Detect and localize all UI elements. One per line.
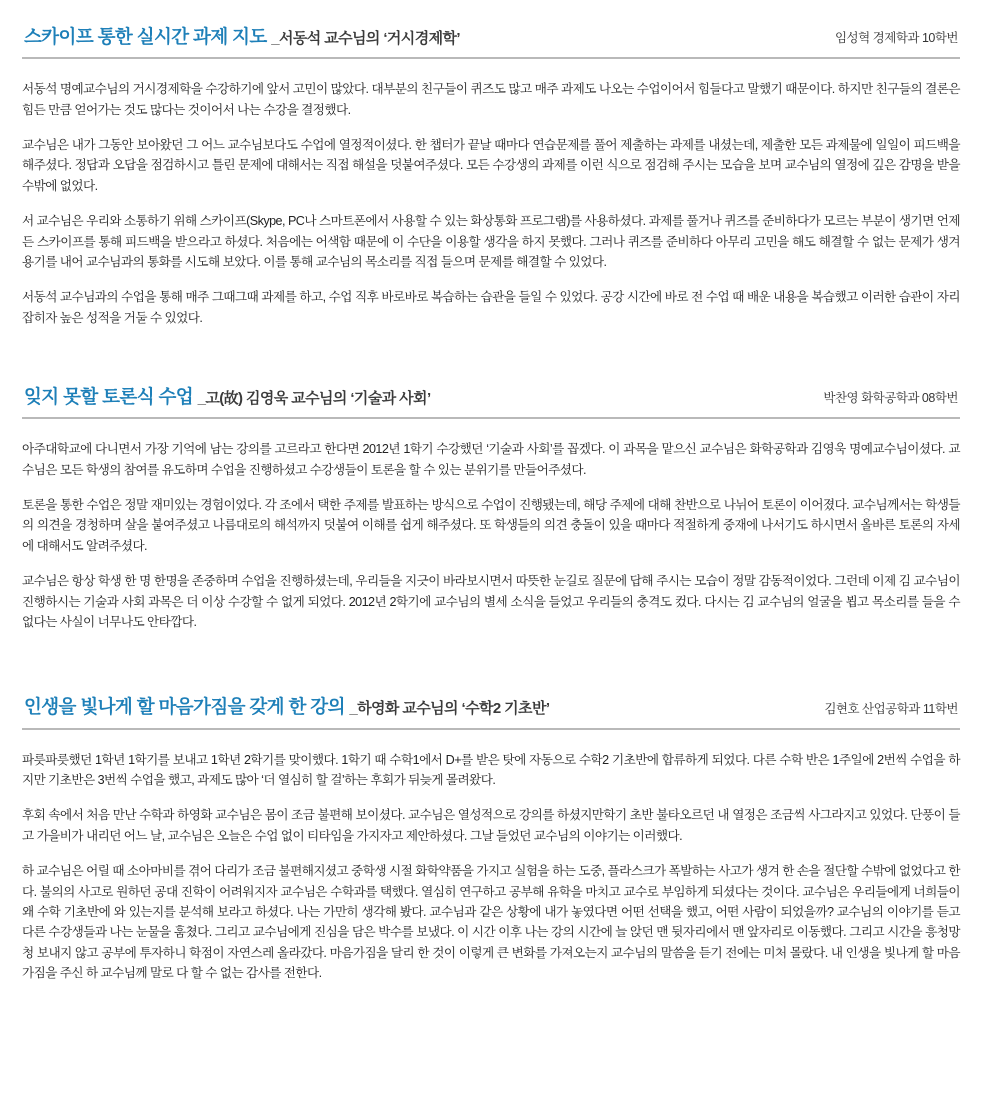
article-2-paragraph: 토론을 통한 수업은 정말 재미있는 경험이었다. 각 조에서 택한 주제를 발표하는 방식으로 수업이 진행됐는데, 해당 주제에 대해 찬반으로 나뉘어 토론이 이어졌다. 교수님께서는 학생들의 의견을 경청하며 살을 붙여주셨고 나름대로의 해석까지 덧붙여 이해를 쉽게 해주셨다. 또 학생들의 의견 충돌이 있을 때마다 적절하게 중재에 나서기도 하시면서 올바른 토론의 자세에 대해서도 알려주셨다. xyxy=(22,498,960,553)
article-3-headline-sub: _하영화 교수님의 ‘수학2 기초반’ xyxy=(349,700,550,718)
article-3-headline-main: 인생을 빛나게 할 마음가짐을 갖게 한 강의 xyxy=(24,696,345,718)
article-3-byline: 김현호 산업공학과 11학번 xyxy=(824,701,958,716)
article-3-headline xyxy=(24,696,549,718)
article-1-paragraph: 서동석 교수님과의 수업을 통해 매주 그때그때 과제를 하고, 수업 직후 바로바로 복습하는 습관을 들일 수 있었다. 공강 시간에 바로 전 수업 때 배운 내용을 복습했고 이러한 습관이 자리 잡히자 높은 성적을 거둘 수 있었다. xyxy=(22,290,960,325)
article-1-body xyxy=(22,79,960,328)
article-3-paragraph: 파릇파릇했던 1학년 1학기를 보내고 1학년 2학기를 맞이했다. 1학기 때 수학1에서 D+를 받은 탓에 자동으로 수학2 기초반에 합류하게 되었다. 다른 수학 반은 1주일에 2번씩 수업을 하지만 기초반은 3번씩 수업을 했고, 과제도 많아 ‘더 열심히 할 걸’하는 후회가 뒤늦게 몰려왔다. xyxy=(22,752,960,787)
article-2-paragraph: 교수님은 항상 학생 한 명 한명을 존중하며 수업을 진행하셨는데, 우리들을 지긋이 바라보시면서 따뜻한 눈길로 질문에 답해 주시는 모습이 정말 감동적이었다. 그런데 이제 김 교수님이 진행하시는 기술과 사회 과목은 더 이상 수강할 수 없게 되었다. 2012년 2학기에 교수님의 별세 소식을 들었고 우리들의 충격도 컸다. 다시는 김 교수님의 얼굴을 뵙고 목소리를 들을 수 없다는 사실이 너무나도 안타깝다. xyxy=(22,574,960,630)
article-1-headline xyxy=(24,26,460,48)
article-1-byline: 임성혁 경제학과 10학번 xyxy=(834,31,958,46)
article-2 xyxy=(22,382,960,632)
article-2-byline: 박찬영 화학공학과 08학번 xyxy=(823,391,958,406)
article-2-body xyxy=(22,439,960,632)
article-3-paragraph: 후회 속에서 처음 만난 수학과 하영화 교수님은 몸이 조금 불편해 보이셨다. 교수님은 열성적으로 강의를 하셨지만학기 초반 불타오르던 내 열정은 조금씩 사그라지고 있었다. 단풍이 들고 가을비가 내리던 어느 날, 교수님은 오늘은 수업 없이 티타임을 가지자고 제안하셨다. 그날 들었던 교수님의 이야기는 이러했다. xyxy=(22,808,960,843)
article-3 xyxy=(22,692,960,983)
article-1-paragraph: 교수님은 내가 그동안 보아왔던 그 어느 교수님보다도 수업에 열정적이셨다. 한 챕터가 끝날 때마다 연습문제를 풀어 제출하는 과제를 내셨는데, 제출한 모든 과제물에 일일이 피드백을 해주셨다. 정답과 오답을 점검하시고 틀린 문제에 대해서는 직접 해설을 덧붙여주셨다. 모든 수강생의 과제를 이런 식으로 점검해 주시는 모습을 보며 교수님의 열정에 깊은 감명을 받을 수밖에 없었다. xyxy=(22,137,960,193)
article-2-paragraph: 아주대학교에 다니면서 가장 기억에 남는 강의를 고르라고 한다면 2012년 1학기 수강했던 ‘기술과 사회’를 꼽겠다. 이 과목을 맡으신 교수님은 화학공학과 김영욱 명예교수님이셨다. 교수님은 모든 학생의 참여를 유도하며 수업을 진행하셨고 수강생들이 토론을 할 수 있는 분위기를 만들어주셨다. xyxy=(22,442,960,477)
article-1-headline-sub: _서동석 교수님의 ‘거시경제학’ xyxy=(271,30,460,47)
article-1-paragraph: 서동석 명예교수님의 거시경제학을 수강하기에 앞서 고민이 많았다. 대부분의 친구들이 퀴즈도 많고 매주 과제도 나오는 수업이어서 힘들다고 말했기 때문이다. 하지만 친구들의 결론은 힘든 만큼 얻어가는 것도 많다는 것이어서 나는 수강을 결정했다. xyxy=(22,82,960,117)
article-1-header xyxy=(22,22,960,59)
article-2-headline-sub: _고(故) 김영욱 교수님의 ‘기술과 사회’ xyxy=(197,390,431,408)
article-1 xyxy=(22,22,960,328)
article-3-body xyxy=(22,750,960,984)
article-2-headline xyxy=(24,386,431,408)
article-1-paragraph: 서 교수님은 우리와 소통하기 위해 스카이프(Skype, PC나 스마트폰에서 사용할 수 있는 화상통화 프로그램)를 사용하셨다. 과제를 풀거나 퀴즈를 준비하다가 모르는 부분이 생기면 언제든 스카이프를 통해 피드백을 받으라고 하셨다. 처음에는 어색함 때문에 이 수단을 이용할 생각을 하지 못했다. 그러나 퀴즈를 준비하다 아무리 고민을 해도 해결할 수 없는 문제가 생겨 용기를 내어 교수님과의 통화를 시도해 보았다. 이를 통해 교수님의 목소리를 직접 들으며 문제를 해결할 수 있었다. xyxy=(22,214,960,269)
article-3-paragraph: 하 교수님은 어릴 때 소아마비를 겪어 다리가 조금 불편해지셨고 중학생 시절 화학약품을 가지고 실험을 하는 도중, 플라스크가 폭발하는 사고가 생겨 한 손을 절단할 수밖에 없었다고 한다. 불의의 사고로 원하던 공대 진학이 어려워지자 교수님은 수학과를 택했다. 열심히 연구하고 공부해 유학을 마치고 교수로 부임하게 되셨다는 것이다. 교수님은 우리들에게 너희들이 왜 수학 기초반에 와 있는지를 분석해 보라고 하셨다. 나는 가만히 생각해 봤다. 교수님과 같은 상황에 내가 놓였다면 어떤 선택을 했고, 어떤 사람이 되었을까? 교수님의 이야기를 듣고 다른 수강생들과 나는 눈물을 훔쳤다. 그리고 교수님에게 진심을 담은 박수를 보냈다. 이 시간 이후 나는 강의 시간에 늘 앉던 맨 뒷자리에서 맨 앞자리로 이동했다. 그리고 시간을 흥청망청 보내지 않고 공부에 투자하니 학점이 자연스레 올라갔다. 마음가짐을 달리 한 것이 이렇게 큰 변화를 가져오는지 교수님의 말씀을 듣기 전에는 미처 몰랐다. 내 인생을 빛나게 할 마음가짐을 주신 하 교수님께 말로 다 할 수 없는 감사를 전한다. xyxy=(22,864,960,981)
article-3-header xyxy=(22,692,960,729)
article-2-headline-main: 잊지 못할 토론식 수업 xyxy=(24,386,194,408)
article-2-header xyxy=(22,382,960,419)
article-divider-space xyxy=(22,642,960,692)
article-divider-space xyxy=(22,338,960,382)
article-1-headline-main: 스카이프 통한 실시간 과제 지도 xyxy=(24,26,267,47)
